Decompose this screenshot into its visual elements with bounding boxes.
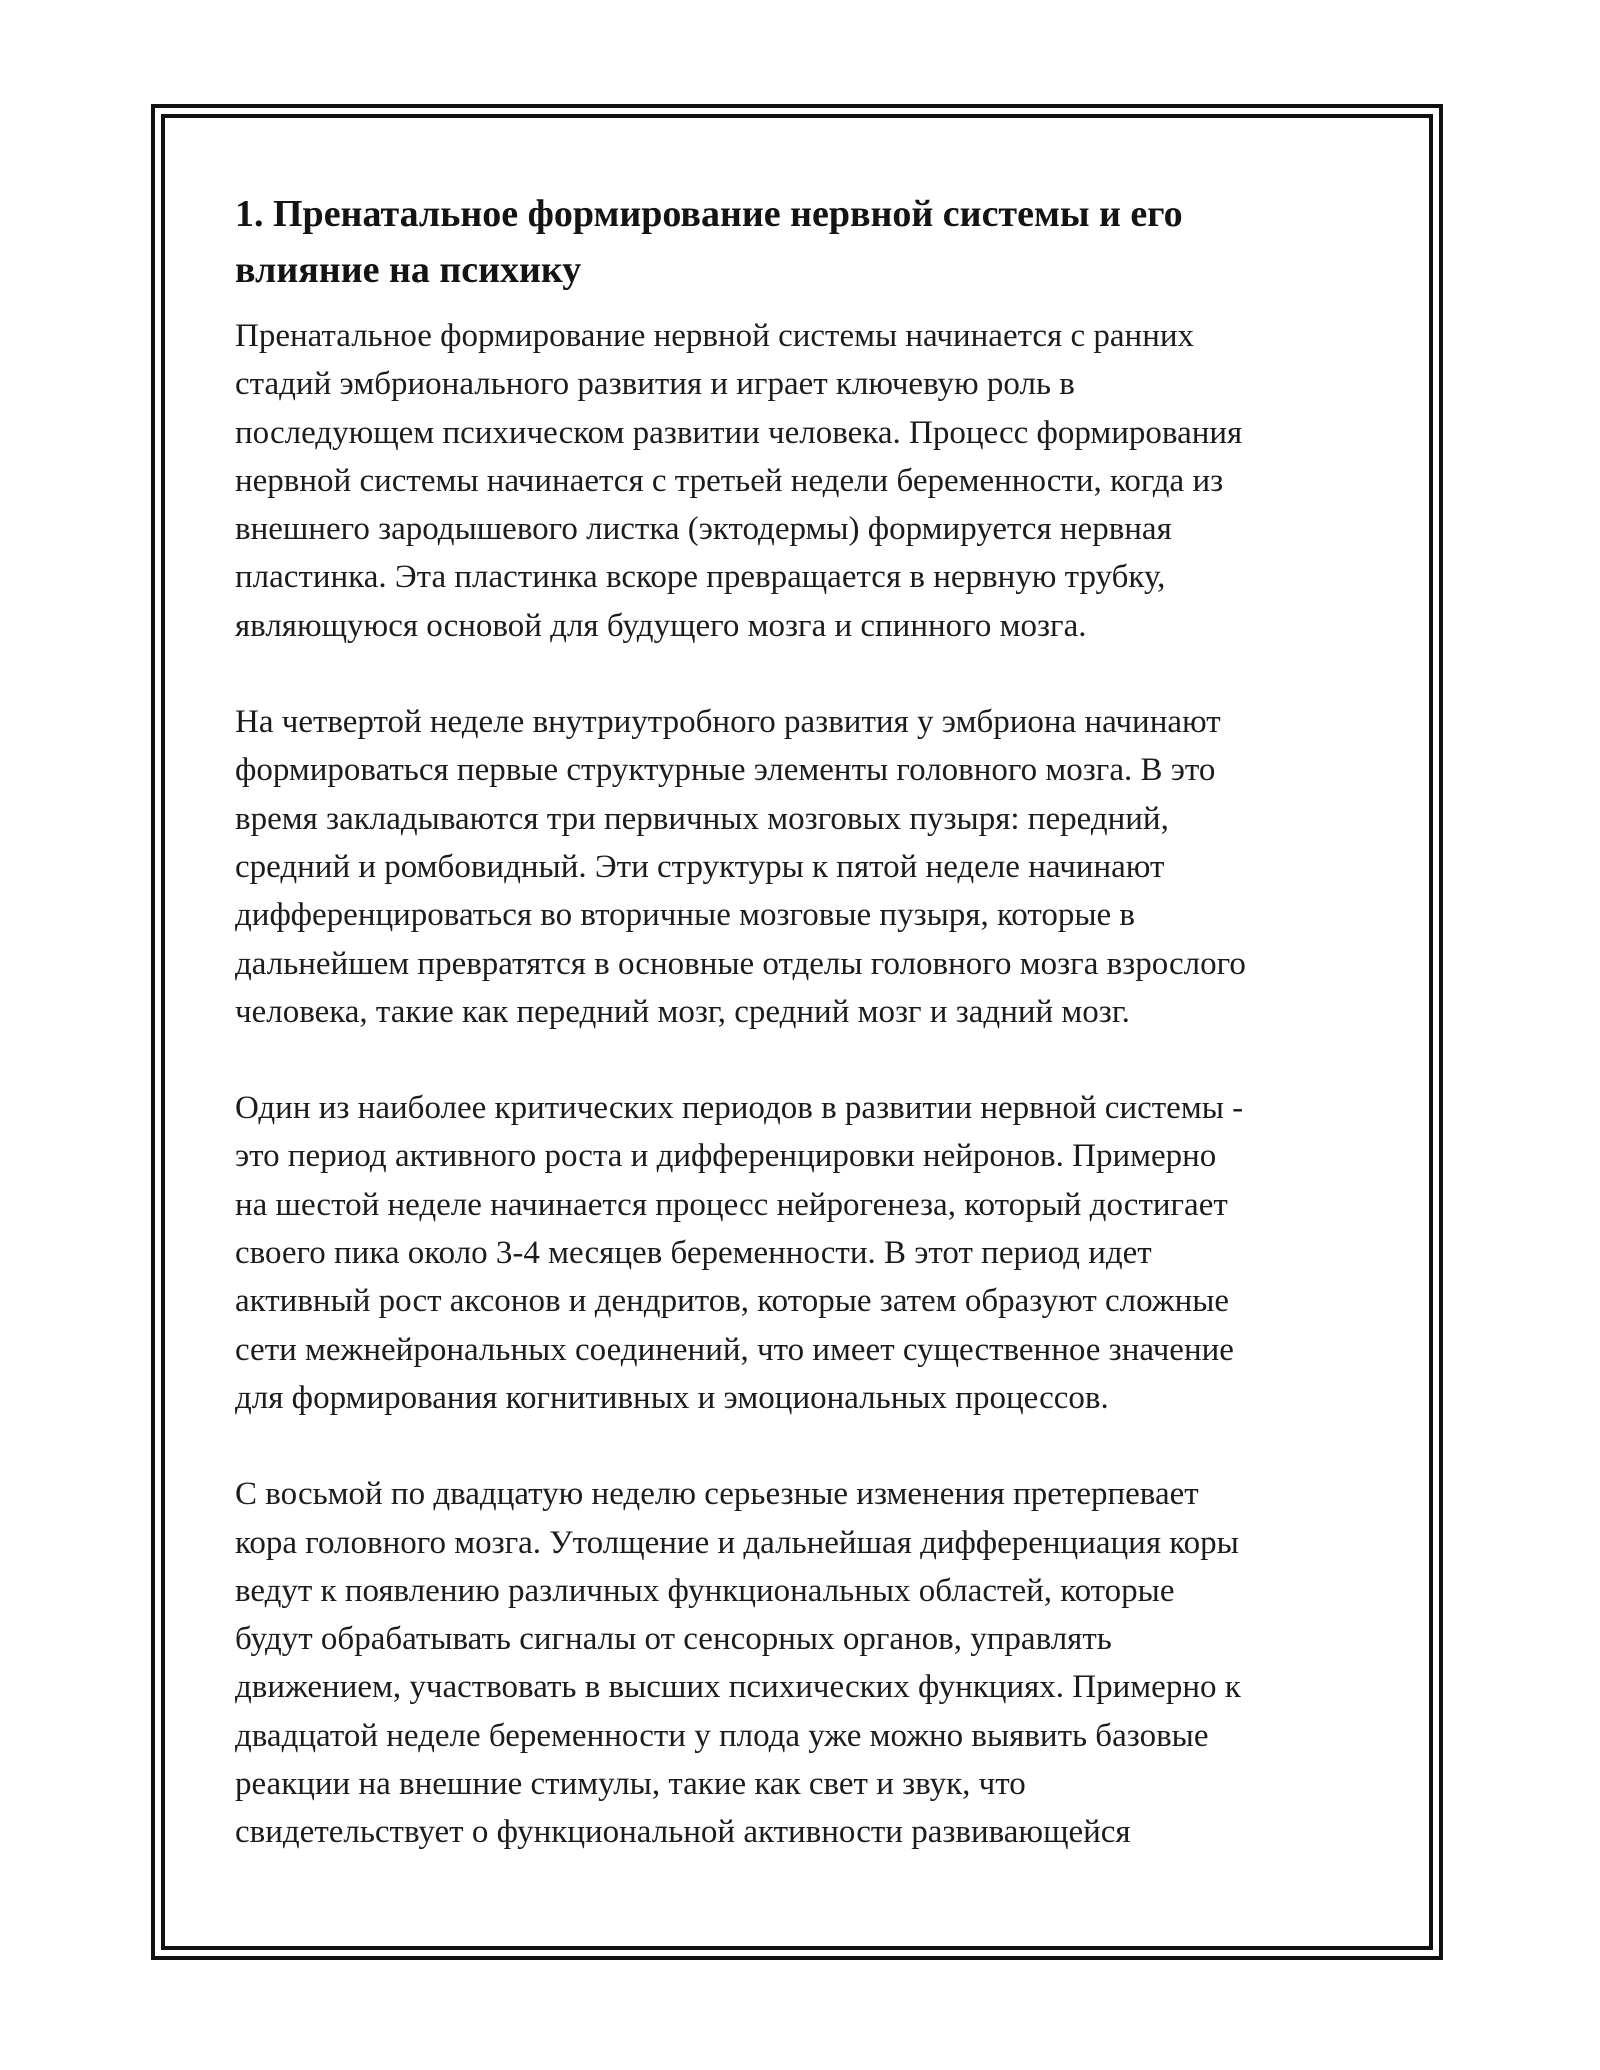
text-line: дальнейшем превратятся в основные отделы головного мозга взрослого xyxy=(235,945,1246,982)
text-line: формироваться первые структурные элементы головного мозга. В это xyxy=(235,752,1216,789)
text-line: сети межнейрональных соединений, что имеет существенное значение xyxy=(235,1331,1234,1368)
text-line: движением, участвовать в высших психических функциях. Примерно к xyxy=(235,1669,1241,1706)
text-line: время закладываются три первичных мозговых пузыря: передний, xyxy=(235,800,1169,837)
text-line: стадий эмбрионального развития и играет ключевую роль в xyxy=(235,366,1075,403)
heading-line: влияние на психику xyxy=(235,249,582,291)
paragraph-4 xyxy=(235,1470,1375,1856)
text-line: кора головного мозга. Утолщение и дальнейшая дифференциация коры xyxy=(235,1524,1239,1561)
text-line: это период активного роста и дифференцировки нейронов. Примерно xyxy=(235,1138,1217,1175)
text-line: будут обрабатывать сигналы от сенсорных органов, управлять xyxy=(235,1621,1112,1658)
text-line: ведут к появлению различных функциональных областей, которые xyxy=(235,1572,1175,1609)
text-line: последующем психическом развитии человека. Процесс формирования xyxy=(235,414,1243,451)
text-line: свидетельствует о функциональной активности развивающейся xyxy=(235,1814,1131,1851)
paragraph-3 xyxy=(235,1084,1375,1422)
text-line: Один из наиболее критических периодов в развитии нервной системы - xyxy=(235,1090,1244,1127)
text-line: для формирования когнитивных и эмоциональных процессов. xyxy=(235,1379,1109,1416)
body-text xyxy=(235,312,1375,1857)
text-line: на шестой неделе начинается процесс нейрогенеза, который достигает xyxy=(235,1186,1228,1223)
document-content xyxy=(235,186,1375,1905)
paragraph-1 xyxy=(235,312,1375,650)
text-line: активный рост аксонов и дендритов, которые затем образуют сложные xyxy=(235,1283,1230,1320)
text-line: двадцатой неделе беременности у плода уже можно выявить базовые xyxy=(235,1717,1209,1754)
paragraph-2 xyxy=(235,698,1375,1036)
heading-line: 1. Пренатальное формирование нервной системы и его xyxy=(235,193,1183,235)
text-line: своего пика около 3-4 месяцев беременности. В этот период идет xyxy=(235,1235,1152,1272)
text-line: С восьмой по двадцатую неделю серьезные изменения претерпевает xyxy=(235,1476,1199,1513)
text-line: На четвертой неделе внутриутробного развития у эмбриона начинают xyxy=(235,704,1221,741)
text-line: дифференцироваться во вторичные мозговые пузыря, которые в xyxy=(235,897,1136,934)
text-line: средний и ромбовидный. Эти структуры к пятой неделе начинают xyxy=(235,848,1165,885)
text-line: пластинка. Эта пластинка вскоре превращается в нервную трубку, xyxy=(235,559,1166,596)
text-line: Пренатальное формирование нервной системы начинается с ранних xyxy=(235,318,1195,354)
text-line: человека, такие как передний мозг, средний мозг и задний мозг. xyxy=(235,993,1130,1030)
text-line: являющуюся основой для будущего мозга и спинного мозга. xyxy=(235,607,1087,644)
section-heading xyxy=(235,186,1375,298)
text-line: нервной системы начинается с третьей недели беременности, когда из xyxy=(235,462,1224,499)
text-line: реакции на внешние стимулы, такие как свет и звук, что xyxy=(235,1766,1026,1803)
text-line: внешнего зародышевого листка (эктодермы) формируется нервная xyxy=(235,511,1172,548)
